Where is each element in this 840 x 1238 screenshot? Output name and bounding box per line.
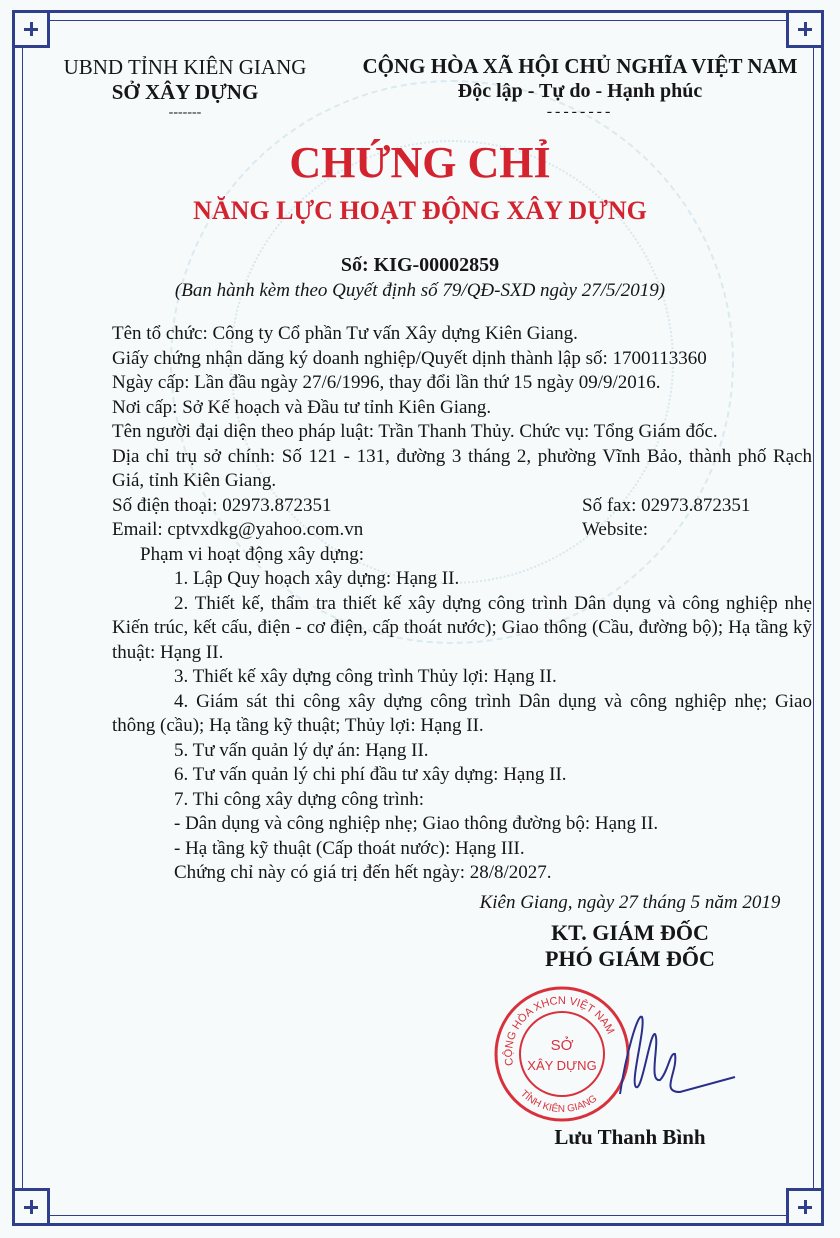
scope-item: 3. Thiết kế xây dựng công trình Thủy lợi: Hạng II. <box>174 666 557 687</box>
svg-text:TỈNH KIÊN GIANG: TỈNH KIÊN GIANG <box>518 1087 600 1115</box>
certificate-title: CHỨNG CHỈ <box>289 138 551 187</box>
corner-ornament-icon <box>12 10 50 48</box>
handwritten-signature <box>620 1016 735 1093</box>
certificate-subtitle: NĂNG LỰC HOẠT ĐỘNG XÂY DỰNG <box>193 196 647 225</box>
org-address: Dịa chỉ trụ sở chính: Số 121 - 131, đường 3 tháng 2, phường Vĩnh Bảo, thành phố Rạch Giá, tỉnh Kiên Giang. <box>112 445 812 491</box>
national-name: CỘNG HÒA XÃ HỘI CHỦ NGHĨA VIỆT NAM <box>362 54 798 78</box>
scope-item: 6. Tư vấn quản lý chi phí đầu tư xây dựng: Hạng II. <box>174 764 567 785</box>
stamp-area <box>440 972 820 1122</box>
scope-item: 2. Thiết kế, thẩm tra thiết kế xây dựng công trình Dân dụng và công nghiệp nhẹ Kiến trúc, kết cấu, điện - cơ điện, cấp thoát nước); Giao thông (Cầu, đường bộ); Hạ tầng kỹ thuật: Hạng II. <box>112 592 812 663</box>
corner-ornament-icon <box>12 1188 50 1226</box>
scope-heading: Phạm vi hoạt động xây dựng: <box>140 543 365 565</box>
certificate-body <box>112 322 812 886</box>
svg-text:XÂY DỰNG: XÂY DỰNG <box>527 1057 597 1073</box>
certificate-number: Số: KIG-00002859 <box>340 254 500 276</box>
validity: Chứng chỉ này có giá trị đến hết ngày: 28/8/2027. <box>174 862 552 883</box>
org-issue-date: Ngày cấp: Lần đầu ngày 27/6/1996, thay đổi lần thứ 15 ngày 09/9/2016. <box>112 372 661 393</box>
scope-item: 7. Thi công xây dựng công trình: <box>174 788 425 810</box>
national-motto <box>345 54 815 120</box>
scope-item: 1. Lập Quy hoạch xây dựng: Hạng II. <box>174 568 460 589</box>
authority-department: SỞ XÂY DỰNG <box>111 80 259 104</box>
signer-name: Lưu Thanh Bình <box>554 1124 706 1149</box>
corner-ornament-icon <box>786 10 824 48</box>
authority-province: UBND TỈNH KIÊN GIANG <box>63 55 307 79</box>
scope-item: 5. Tư vấn quản lý dự án: Hạng II. <box>174 739 429 761</box>
official-stamp <box>480 972 740 1122</box>
svg-text:CỘNG HÒA XHCN VIỆT NAM: CỘNG HÒA XHCN VIỆT NAM <box>502 994 617 1067</box>
org-registration: Giấy chứng nhận dăng ký doanh nghiệp/Quyết dịnh thành lập số: 1700113360 <box>112 347 707 369</box>
certificate-content <box>112 322 812 1150</box>
motto: Độc lập - Tự do - Hạnh phúc <box>457 80 703 102</box>
org-email: Email: cptvxdkg@yahoo.com.vn <box>112 519 364 540</box>
signer-title: KT. GIÁM ĐỐC <box>551 919 709 945</box>
contact-row <box>112 518 812 543</box>
org-phone: Số điện thoại: 02973.872351 <box>112 494 332 516</box>
svg-text:SỞ: SỞ <box>550 1036 574 1054</box>
signer-position: PHÓ GIÁM ĐỐC <box>545 945 715 971</box>
org-issuer: Nơi cấp: Sở Kế hoạch và Đầu tư tỉnh Kiên Giang. <box>112 396 492 418</box>
divider: ------- <box>168 105 202 120</box>
issuing-authority <box>40 55 330 121</box>
contact-row <box>112 494 812 519</box>
org-fax: Số fax: 02973.872351 <box>582 494 751 516</box>
corner-ornament-icon <box>786 1188 824 1226</box>
place-date: Kiên Giang, ngày 27 tháng 5 năm 2019 <box>479 891 781 913</box>
signature-block <box>440 890 820 1150</box>
org-representative: Tên người đại diện theo pháp luật: Trần Thanh Thủy. Chức vụ: Tổng Giám đốc. <box>112 421 718 442</box>
org-name: Tên tổ chức: Công ty Cổ phần Tư vấn Xây dựng Kiên Giang. <box>112 323 578 344</box>
scope-item: - Hạ tầng kỹ thuật (Cấp thoát nước): Hạng III. <box>174 837 525 859</box>
org-website: Website: <box>582 519 649 540</box>
divider: -------- <box>546 103 614 120</box>
scope-item: 4. Giám sát thi công xây dựng công trình Dân dụng và công nghiệp nhẹ; Giao thông (cầu); Hạ tầng kỹ thuật; Thủy lợi: Hạng II. <box>112 690 812 736</box>
issuance-note: (Ban hành kèm theo Quyết định số 79/QĐ-SXD ngày 27/5/2019) <box>174 280 666 301</box>
scope-item: - Dân dụng và công nghiệp nhẹ; Giao thông đường bộ: Hạng II. <box>174 813 659 834</box>
